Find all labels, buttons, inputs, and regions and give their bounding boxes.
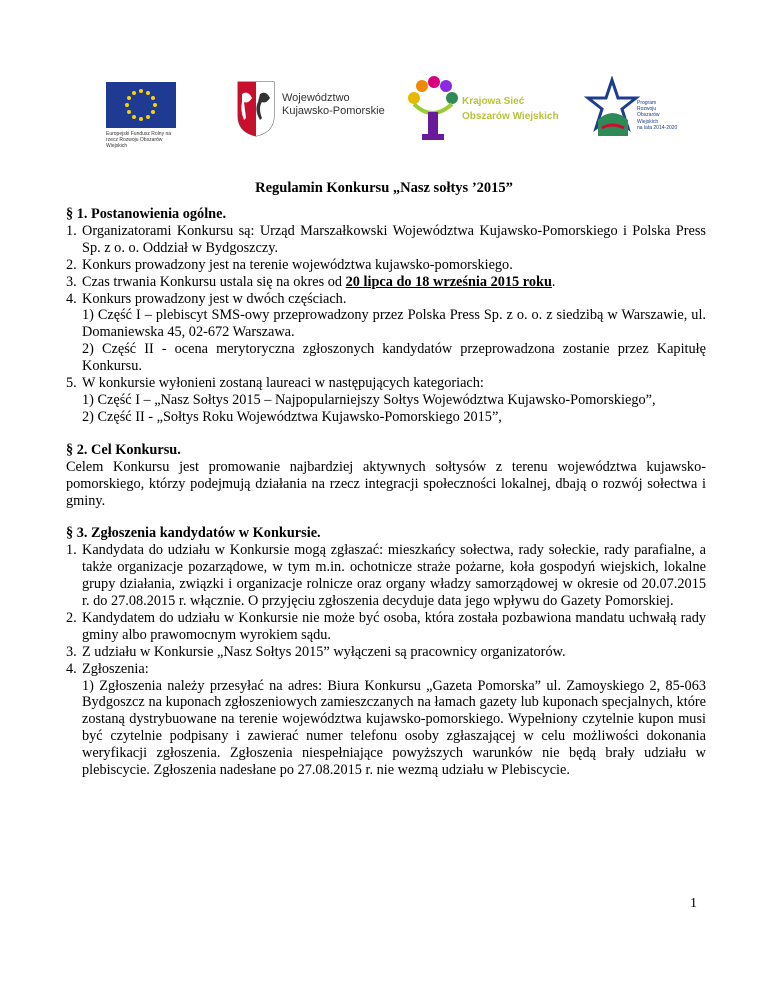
item-text: Kandydata do udziału w Konkursie mogą zgłaszać: mieszkańcy sołectwa, rady sołeckie, rady parafialne, a także organizacje pozarządowe, w tym m.in. ochotnicze straże pożarne, koła gospodyń wiejskich, lokalne grupy działania, związki i organizacje rolnicze oraz organy władzy samorządowej w okresie od 20.07.2015 r. do 27.08.2015 r. włącznie. O przyjęciu zgłoszenia decyduje data jego wpływu do Gazety Pomorskiej.	[82, 542, 706, 610]
item-text: Konkurs prowadzony jest w dwóch częściach.	[82, 290, 347, 307]
item-text: Czas trwania Konkursu ustala się na okres od	[82, 273, 346, 290]
list-item	[66, 375, 706, 392]
coat-of-arms-icon	[236, 80, 276, 138]
prow-line: na lata 2014-2020	[637, 124, 678, 131]
sub-item: 2) Część II - ocena merytoryczna zgłoszonych kandydatów przeprowadzona zostanie przez Kapitułę Konkursu.	[82, 341, 706, 375]
spacer	[66, 509, 706, 525]
section-heading: § 1. Postanowienia ogólne.	[66, 206, 227, 222]
item-text: Organizatorami Konkursu są: Urząd Marszałkowski Województwa Kujawsko-Pomorskiego i Polska Press Sp. z o. o. Oddział w Bydgoszczy.	[82, 222, 706, 256]
sub-item: 1) Zgłoszenia należy przesyłać na adres: Biura Konkursu „Gazeta Pomorska” ul. Zamoyskiego 2, 85-063 Bydgoszcz na kuponach zgłoszeniowych zamieszczanych na łamach gazety lub kuponach specjalnych, które zostaną dystrybuowane na terenie województwa kujawsko-pomorskiego. Wypełniony czytelnie kupon musi być czytelnie podpisany i zawierać numer telefonu osoby zgłaszającej w celu możliwości dokonania weryfikacji zgłoszenia. Zgłoszenia niespełniające powyższych warunków nie będą brały udziału w plebiscycie. Zgłoszenia nadesłane po 27.08.2015 r. nie wezmą udziału w Plebiscycie.	[82, 677, 706, 779]
list-item	[66, 661, 706, 678]
item-text: Z udziału w Konkursie „Nasz Sołtys 2015” wyłączeni są pracownicy organizatorów.	[82, 643, 566, 660]
logo-bar	[0, 74, 768, 154]
ksow-text	[462, 94, 582, 124]
list-item	[66, 542, 706, 610]
section-heading: § 2. Cel Konkursu.	[66, 441, 181, 458]
eu-logo	[106, 82, 182, 149]
item-text: Konkurs prowadzony jest na terenie województwa kujawsko-pomorskiego.	[82, 256, 513, 273]
prow-logo	[584, 76, 684, 146]
woj-line1: Województwo	[282, 92, 350, 104]
list-item	[66, 274, 706, 291]
prow-star-icon	[584, 76, 640, 146]
eu-flag-icon	[106, 82, 176, 128]
item-text: W konkursie wyłonieni zostaną laureaci w następujących kategoriach:	[82, 375, 484, 392]
item-text: Kandydatem do udziału w Konkursie nie może być osoba, która została pozbawiona mandatu uchwałą rady gminy albo prawomocnym wyrokiem sądu.	[82, 609, 706, 643]
document-title: Regulamin Konkursu „Nasz sołtys ’2015”	[255, 180, 513, 196]
list-item	[66, 223, 706, 257]
wojewodztwo-text	[282, 92, 412, 118]
spacer	[66, 426, 706, 442]
list-item	[66, 644, 706, 661]
item-number: 2.	[66, 256, 77, 273]
sub-item: 1) Część I – plebiscyt SMS-owy przeprowadzony przez Polska Press Sp. z o. o. z siedzibą w Warszawie, ul. Domaniewska 45, 02-672 Warszawa.	[82, 307, 706, 341]
item-number: 3.	[66, 643, 77, 660]
item-number: 4.	[66, 290, 77, 307]
wojewodztwo-logo	[236, 80, 406, 138]
sub-item: 2) Część II - „Sołtys Roku Województwa Kujawsko-Pomorskiego 2015”,	[82, 408, 502, 425]
woj-line2: Kujawsko-Pomorskie	[282, 105, 385, 117]
prow-line: Rozwoju	[637, 106, 657, 113]
section-paragraph: Celem Konkursu jest promowanie najbardziej aktywnych sołtysów z terenu województwa kujawsko-pomorskiego, którzy podejmują działania na rzecz integracji społeczności lokalnej, dbają o rozwój sołectwa i gminy.	[66, 458, 706, 509]
item-number: 2.	[66, 609, 77, 626]
list-item	[66, 610, 706, 644]
eu-caption: Europejski Fundusz Rolny na rzecz Rozwoju Obszarów Wiejskich	[106, 131, 172, 149]
page-number: 1	[690, 896, 697, 911]
ksow-line1: Krajowa Sieć	[462, 96, 525, 107]
list-item	[66, 291, 706, 308]
contest-dates: 20 lipca do 18 września 2015 roku	[345, 273, 552, 290]
item-number: 3.	[66, 273, 77, 290]
ksow-logo	[404, 74, 574, 146]
item-number: 1.	[66, 222, 77, 239]
item-number: 1.	[66, 542, 77, 559]
item-text: Zgłoszenia:	[82, 660, 149, 677]
item-text: .	[551, 273, 556, 290]
section-heading: § 3. Zgłoszenia kandydatów w Konkursie.	[66, 525, 321, 542]
prow-line: Program	[637, 100, 657, 106]
prow-line: Obszarów	[637, 112, 660, 119]
prow-text	[637, 100, 687, 131]
item-number: 4.	[66, 660, 77, 677]
ksow-line2: Obszarów Wiejskich	[462, 111, 559, 122]
list-item	[66, 257, 706, 274]
document-body	[66, 206, 706, 779]
sub-item: 1) Część I – „Nasz Sołtys 2015 – Najpopularniejszy Sołtys Województwa Kujawsko-Pomorskiego”,	[82, 391, 656, 408]
prow-line: Wiejskich	[637, 118, 659, 125]
ksow-flower-icon	[404, 74, 460, 146]
item-number: 5.	[66, 375, 77, 392]
